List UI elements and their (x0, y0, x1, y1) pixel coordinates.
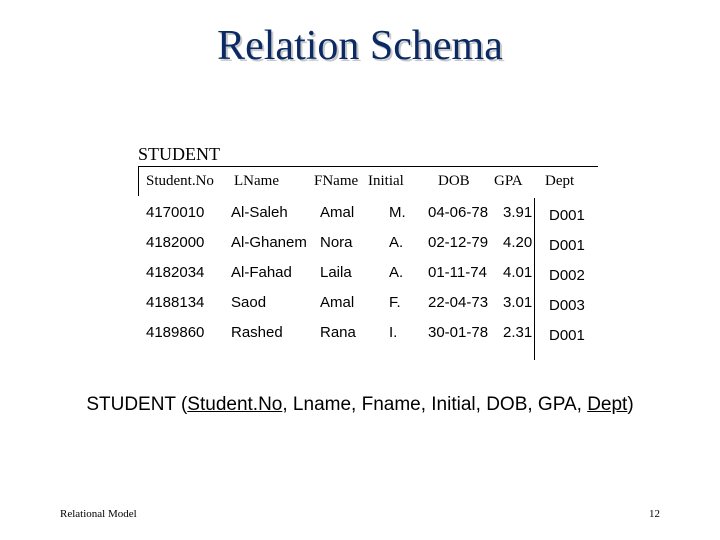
table-cell: 3.01 (503, 294, 533, 311)
table-cell: Al-Fahad (231, 264, 292, 281)
table-cell: Amal (320, 294, 355, 311)
table-cell: 4.20 (503, 234, 533, 251)
schema-foreign-key: Dept (587, 394, 628, 415)
table-cell: D001 (549, 327, 585, 344)
table-cell: D003 (549, 297, 585, 314)
schema-suffix: ) (627, 394, 634, 415)
table-cell: 2.31 (503, 324, 533, 341)
column-header: LName (234, 173, 279, 189)
schema-primary-key: Student.No (187, 394, 283, 415)
table-cell: D002 (549, 267, 585, 284)
schema-definition (0, 394, 720, 416)
table-cell: 22-04-73 (428, 294, 489, 311)
schema-prefix: STUDENT ( (86, 394, 188, 415)
table-cell: Al-Ghanem (231, 234, 307, 251)
table-cell: 4182000 (146, 234, 205, 251)
table-cell: M. (389, 204, 406, 221)
table-cell: 4189860 (146, 324, 205, 341)
column-divider (534, 198, 535, 360)
slide-title: Relation Schema (217, 23, 503, 69)
table-cell: Laila (320, 264, 352, 281)
table-cell: 01-11-74 (428, 264, 487, 281)
page-number: 12 (649, 508, 660, 520)
column-header: GPA (494, 173, 523, 189)
table-cell: Amal (320, 204, 355, 221)
column-header: FName (314, 173, 359, 189)
table-cell: D001 (549, 207, 585, 224)
table-cell: Rana (320, 324, 356, 341)
column-header: Student.No (146, 173, 214, 189)
table-cell: I. (389, 324, 398, 341)
relation-name: STUDENT (138, 144, 220, 164)
column-header: Initial (368, 173, 404, 189)
table-cell: A. (389, 234, 404, 251)
table-cell: Rashed (231, 324, 283, 341)
table-cell: A. (389, 264, 404, 281)
table-cell: D001 (549, 237, 585, 254)
table-cell: Al-Saleh (231, 204, 288, 221)
table-cell: 4188134 (146, 294, 205, 311)
table-cell: 04-06-78 (428, 204, 489, 221)
table-cell: 4.01 (503, 264, 533, 281)
table-cell: 02-12-79 (428, 234, 489, 251)
column-header: DOB (438, 173, 470, 189)
table-cell: F. (389, 294, 401, 311)
table-cell: 30-01-78 (428, 324, 489, 341)
footer-label: Relational Model (60, 508, 137, 520)
table-cell: 3.91 (503, 204, 533, 221)
table-cell: Saod (231, 294, 267, 311)
table-cell: 4170010 (146, 204, 205, 221)
column-header: Dept (545, 173, 575, 189)
table-border (138, 166, 139, 196)
schema-attributes: , Lname, Fname, Initial, DOB, GPA, (282, 394, 588, 415)
table-cell: 4182034 (146, 264, 205, 281)
table-cell: Nora (320, 234, 353, 251)
